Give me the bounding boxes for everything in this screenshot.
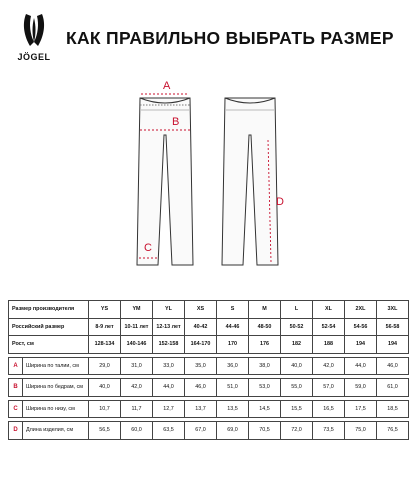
russian-size-row-cell: 54-56 bbox=[345, 318, 377, 336]
height-row-cell: 140-146 bbox=[121, 336, 153, 354]
measurement-row bbox=[9, 422, 409, 440]
measurement-value: 18,5 bbox=[377, 400, 409, 418]
height-row-cell: 164-170 bbox=[185, 336, 217, 354]
measurement-row bbox=[9, 400, 409, 418]
manufacturer-size-row-cell: YM bbox=[121, 301, 153, 319]
label-d: D bbox=[276, 196, 284, 208]
measurement-value: 31,0 bbox=[121, 357, 153, 375]
measurement-value: 10,7 bbox=[89, 400, 121, 418]
measurement-value: 59,0 bbox=[345, 379, 377, 397]
dimension-letter: C bbox=[9, 400, 23, 418]
measurement-value: 56,5 bbox=[89, 422, 121, 440]
measurement-value: 29,0 bbox=[89, 357, 121, 375]
measurement-value: 63,5 bbox=[153, 422, 185, 440]
measurement-value: 12,7 bbox=[153, 400, 185, 418]
measurement-value: 57,0 bbox=[313, 379, 345, 397]
measurement-value: 55,0 bbox=[281, 379, 313, 397]
manufacturer-size-row bbox=[9, 301, 409, 319]
measurement-label: Ширина по бедрам, см bbox=[23, 379, 89, 397]
height-row bbox=[9, 336, 409, 354]
measurement-value: 42,0 bbox=[313, 357, 345, 375]
dimension-letter: A bbox=[9, 357, 23, 375]
label-b: B bbox=[172, 116, 180, 128]
height-row-cell: 188 bbox=[313, 336, 345, 354]
measurement-row bbox=[9, 357, 409, 375]
measurement-value: 38,0 bbox=[249, 357, 281, 375]
measurement-value: 13,5 bbox=[217, 400, 249, 418]
measurement-value: 72,0 bbox=[281, 422, 313, 440]
height-row-cell: 176 bbox=[249, 336, 281, 354]
measurement-value: 40,0 bbox=[281, 357, 313, 375]
height-row-cell: 182 bbox=[281, 336, 313, 354]
measurement-value: 40,0 bbox=[89, 379, 121, 397]
header bbox=[12, 12, 412, 70]
russian-size-row-cell: 52-54 bbox=[313, 318, 345, 336]
measurement-value: 67,0 bbox=[185, 422, 217, 440]
manufacturer-size-row-cell: YL bbox=[153, 301, 185, 319]
front-pants bbox=[137, 98, 193, 265]
manufacturer-size-row-cell: 3XL bbox=[377, 301, 409, 319]
dimension-letter: D bbox=[9, 422, 23, 440]
russian-size-row-cell: 44-46 bbox=[217, 318, 249, 336]
brand-logo bbox=[12, 12, 56, 70]
measurement-value: 36,0 bbox=[217, 357, 249, 375]
measurement-value: 14,5 bbox=[249, 400, 281, 418]
measurement-value: 70,5 bbox=[249, 422, 281, 440]
measurement-value: 13,7 bbox=[185, 400, 217, 418]
measurement-value: 11,7 bbox=[121, 400, 153, 418]
russian-size-row-cell: 12-13 лет bbox=[153, 318, 185, 336]
russian-size-row-cell: 40-42 bbox=[185, 318, 217, 336]
page-title: КАК ПРАВИЛЬНО ВЫБРАТЬ РАЗМЕР bbox=[66, 28, 394, 48]
manufacturer-size-row-cell: S bbox=[217, 301, 249, 319]
measurement-value: 16,5 bbox=[313, 400, 345, 418]
measurement-value: 17,5 bbox=[345, 400, 377, 418]
height-row-label: Рост, см bbox=[9, 336, 89, 354]
size-table bbox=[8, 300, 409, 440]
measurement-value: 53,0 bbox=[249, 379, 281, 397]
measurement-value: 75,0 bbox=[345, 422, 377, 440]
height-row-cell: 194 bbox=[345, 336, 377, 354]
manufacturer-size-row-cell: 2XL bbox=[345, 301, 377, 319]
measurement-value: 60,0 bbox=[121, 422, 153, 440]
manufacturer-size-row-cell: L bbox=[281, 301, 313, 319]
measurement-label: Длина изделия, см bbox=[23, 422, 89, 440]
measurement-value: 46,0 bbox=[185, 379, 217, 397]
measurement-value: 44,0 bbox=[345, 357, 377, 375]
russian-size-row bbox=[9, 318, 409, 336]
measurement-value: 61,0 bbox=[377, 379, 409, 397]
manufacturer-size-row-cell: YS bbox=[89, 301, 121, 319]
pants-diagram bbox=[120, 80, 320, 270]
measurement-value: 15,5 bbox=[281, 400, 313, 418]
height-row-cell: 194 bbox=[377, 336, 409, 354]
measurement-label: Ширина по талии, см bbox=[23, 357, 89, 375]
height-row-cell: 128-134 bbox=[89, 336, 121, 354]
russian-size-row-cell: 8-9 лет bbox=[89, 318, 121, 336]
measurement-value: 76,5 bbox=[377, 422, 409, 440]
manufacturer-size-row-cell: XS bbox=[185, 301, 217, 319]
height-row-cell: 152-158 bbox=[153, 336, 185, 354]
measurement-value: 44,0 bbox=[153, 379, 185, 397]
measurement-value: 33,0 bbox=[153, 357, 185, 375]
measurement-value: 46,0 bbox=[377, 357, 409, 375]
russian-size-row-cell: 50-52 bbox=[281, 318, 313, 336]
russian-size-row-label: Российский размер bbox=[9, 318, 89, 336]
logo-text: JÖGEL bbox=[17, 52, 51, 62]
label-c: C bbox=[144, 242, 152, 254]
dimension-letter: B bbox=[9, 379, 23, 397]
manufacturer-size-row-cell: M bbox=[249, 301, 281, 319]
back-pants bbox=[222, 98, 278, 265]
measurement-value: 42,0 bbox=[121, 379, 153, 397]
measurement-value: 73,5 bbox=[313, 422, 345, 440]
height-row-cell: 170 bbox=[217, 336, 249, 354]
manufacturer-size-row-label: Размер производителя bbox=[9, 301, 89, 319]
label-a: A bbox=[163, 80, 171, 92]
manufacturer-size-row-cell: XL bbox=[313, 301, 345, 319]
measurement-value: 69,0 bbox=[217, 422, 249, 440]
measurement-value: 51,0 bbox=[217, 379, 249, 397]
russian-size-row-cell: 56-58 bbox=[377, 318, 409, 336]
russian-size-row-cell: 48-50 bbox=[249, 318, 281, 336]
measurement-row bbox=[9, 379, 409, 397]
measurement-value: 35,0 bbox=[185, 357, 217, 375]
measurement-label: Ширина по низу, см bbox=[23, 400, 89, 418]
jogel-logo-icon bbox=[20, 12, 48, 50]
russian-size-row-cell: 10-11 лет bbox=[121, 318, 153, 336]
